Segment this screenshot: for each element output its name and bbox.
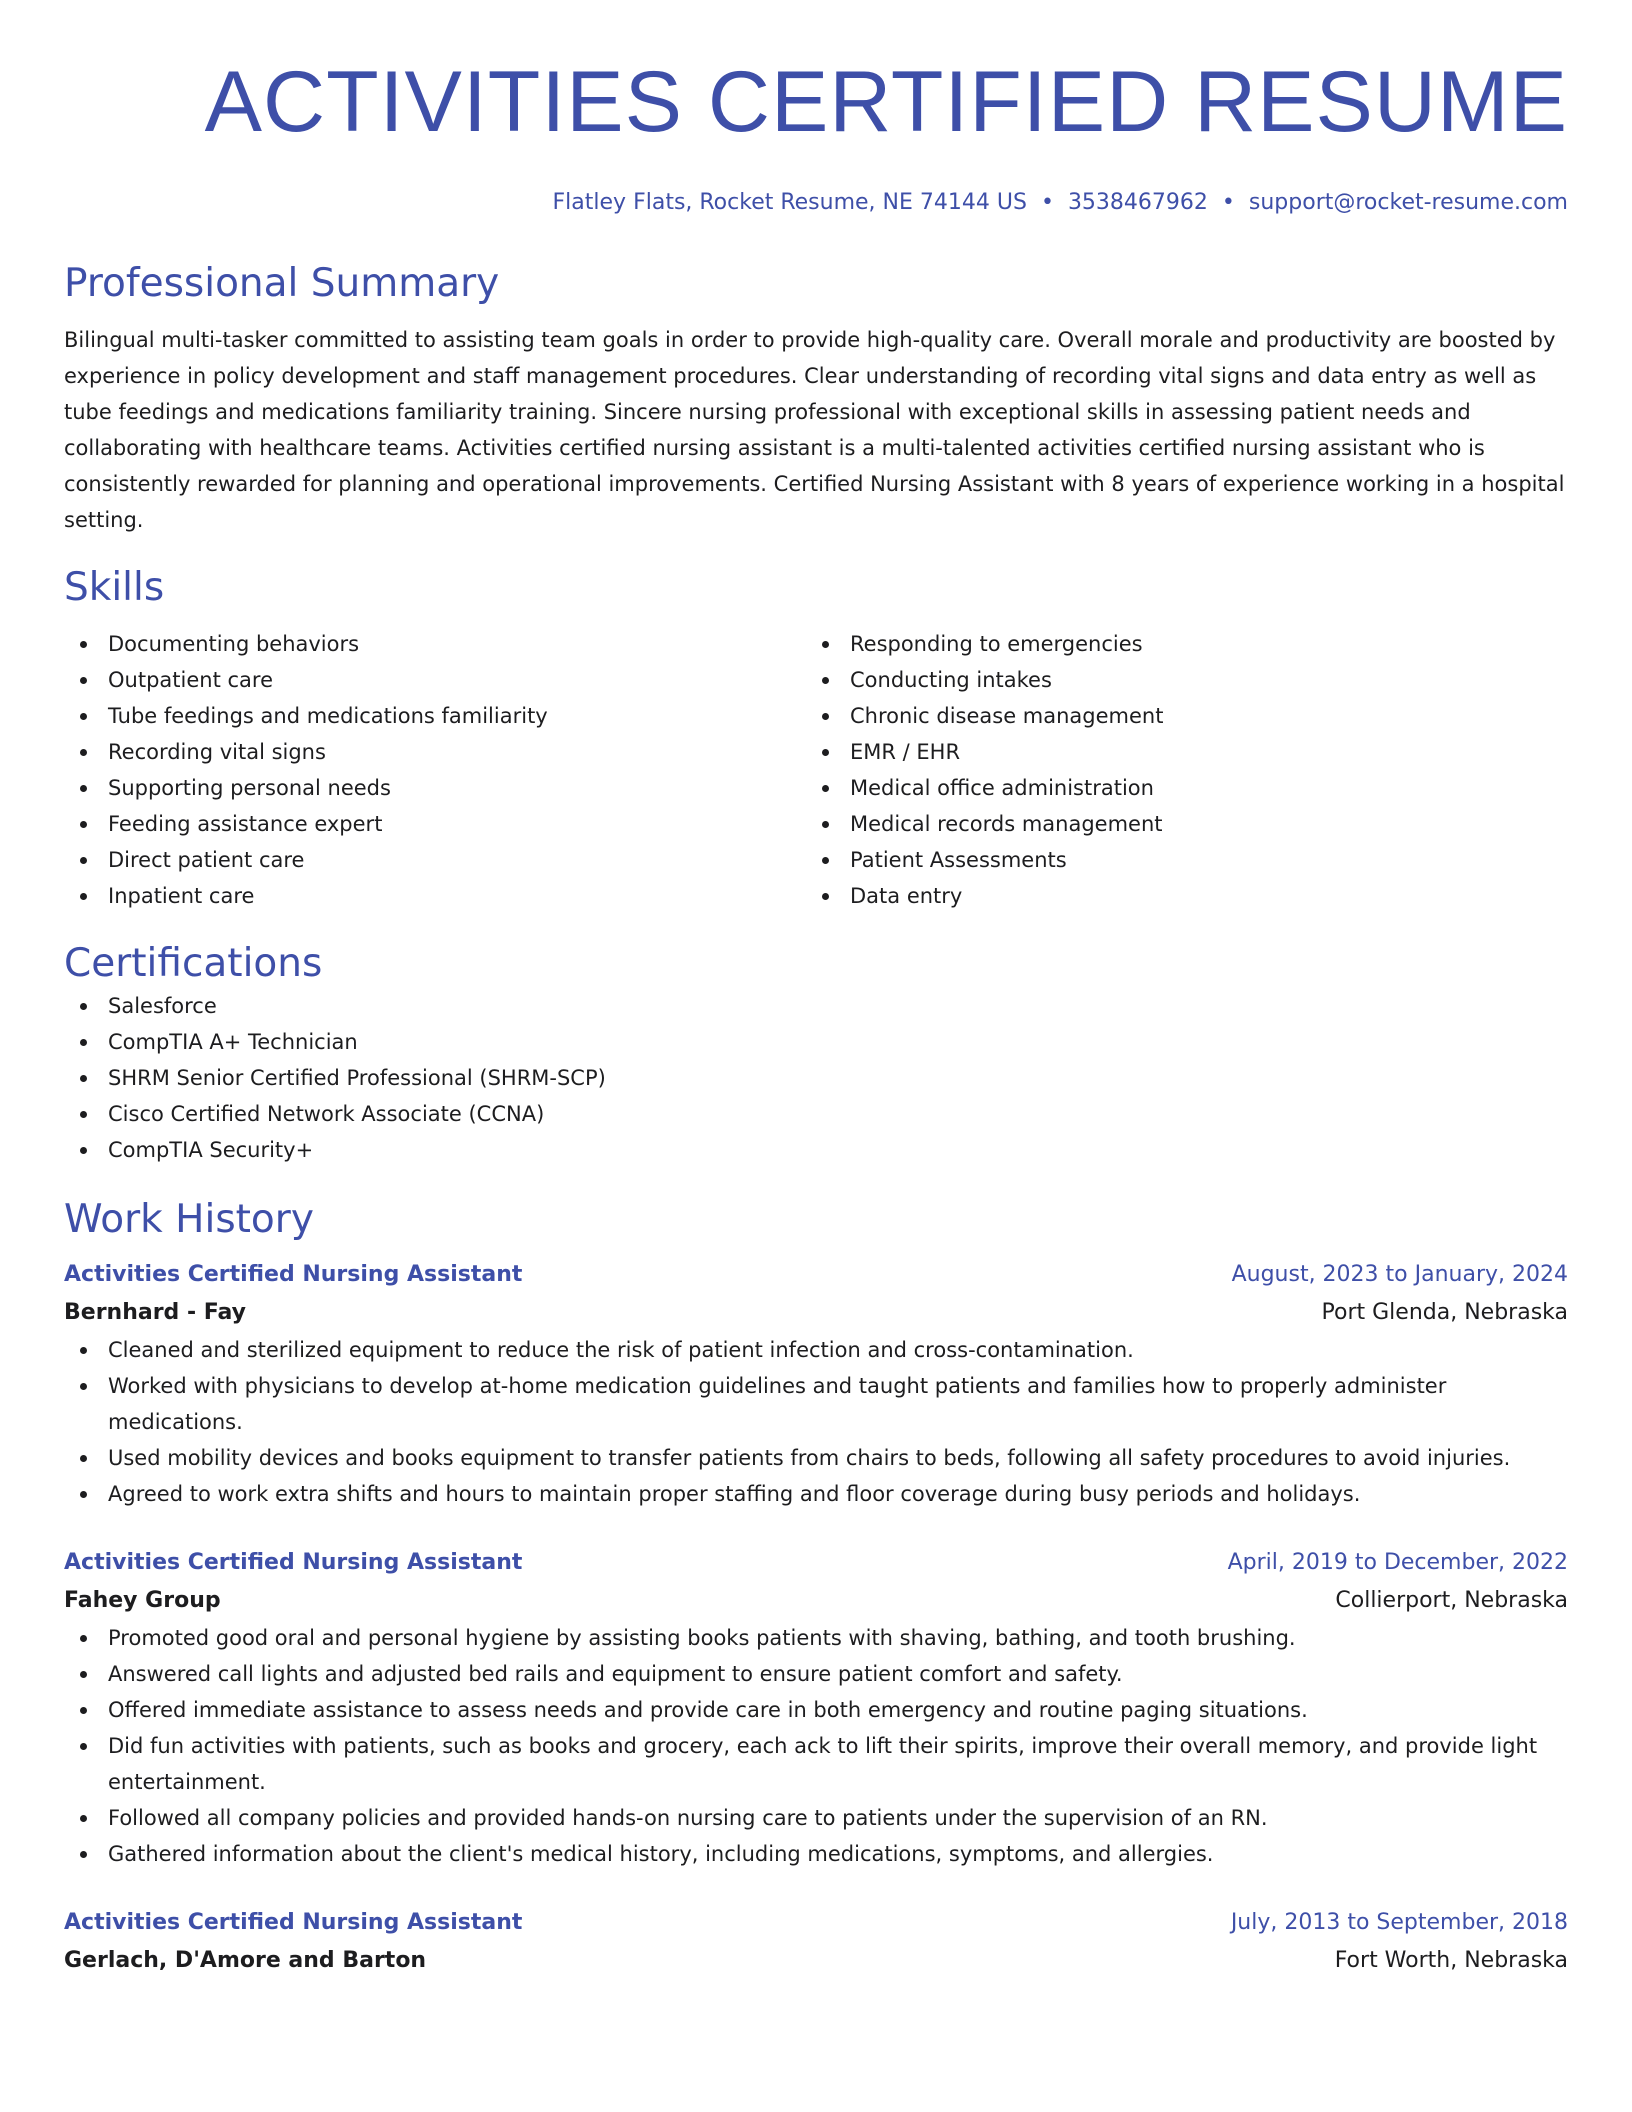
skill-item: Responding to emergencies — [806, 626, 1548, 662]
job-title: Activities Certified Nursing Assistant — [64, 1550, 523, 1575]
work-history-heading: Work History — [64, 1197, 314, 1242]
skill-item: Feeding assistance expert — [64, 806, 806, 842]
certification-item: Cisco Certified Network Associate (CCNA) — [64, 1096, 1568, 1132]
contact-email[interactable]: support@rocket-resume.com — [1248, 190, 1568, 215]
skill-item: Medical office administration — [806, 770, 1548, 806]
job-company: Fahey Group — [64, 1588, 221, 1613]
job-title: Activities Certified Nursing Assistant — [64, 1262, 523, 1287]
job-duty: Answered call lights and adjusted bed rails and equipment to ensure patient comfort and safety. — [64, 1656, 1568, 1692]
job-duties-list — [64, 1332, 1568, 1512]
skill-item: Direct patient care — [64, 842, 806, 878]
contact-separator: • — [1040, 190, 1054, 215]
job-duty: Offered immediate assistance to assess needs and provide care in both emergency and routine paging situations. — [64, 1692, 1568, 1728]
contact-line — [64, 188, 1568, 218]
job-company-row — [64, 1294, 1568, 1332]
contact-phone: 3538467962 — [1067, 190, 1208, 215]
job-duty: Used mobility devices and books equipment to transfer patients from chairs to beds, following all safety procedures to avoid injuries. — [64, 1440, 1568, 1476]
job-company-row — [64, 1942, 1568, 1980]
certification-item: CompTIA A+ Technician — [64, 1024, 1568, 1060]
job-entry — [64, 1256, 1568, 1512]
skill-item: EMR / EHR — [806, 734, 1548, 770]
job-duty: Did fun activities with patients, such as books and grocery, each ack to lift their spirits, improve their overall memory, and provide light entertainment. — [64, 1728, 1568, 1800]
job-title-row — [64, 1256, 1568, 1294]
certification-item: Salesforce — [64, 988, 1568, 1024]
job-duty: Followed all company policies and provided hands-on nursing care to patients under the supervision of an RN. — [64, 1800, 1568, 1836]
job-duty: Promoted good oral and personal hygiene by assisting books patients with shaving, bathing, and tooth brushing. — [64, 1620, 1568, 1656]
skill-item: Outpatient care — [64, 662, 806, 698]
contact-address: Flatley Flats, Rocket Resume, NE 74144 US — [552, 190, 1027, 215]
job-duties-list — [64, 1620, 1568, 1872]
job-entry — [64, 1904, 1568, 1980]
job-dates: August, 2023 to January, 2024 — [1231, 1262, 1568, 1287]
summary-heading: Professional Summary — [64, 261, 500, 306]
skills-heading: Skills — [64, 565, 165, 610]
job-duty: Agreed to work extra shifts and hours to maintain proper staffing and floor coverage during busy periods and holidays. — [64, 1476, 1568, 1512]
resume-header — [64, 0, 1568, 218]
job-duty: Cleaned and sterilized equipment to reduce the risk of patient infection and cross-contamination. — [64, 1332, 1568, 1368]
skills-list-right — [806, 626, 1548, 914]
skill-item: Tube feedings and medications familiarity — [64, 698, 806, 734]
job-entry — [64, 1544, 1568, 1872]
job-title-row — [64, 1904, 1568, 1942]
skill-item: Inpatient care — [64, 878, 806, 914]
job-duty: Gathered information about the client's medical history, including medications, symptoms, and allergies. — [64, 1836, 1568, 1872]
skill-item: Conducting intakes — [806, 662, 1548, 698]
job-title: Activities Certified Nursing Assistant — [64, 1910, 523, 1935]
skill-item: Data entry — [806, 878, 1548, 914]
summary-text: Bilingual multi-tasker committed to assisting team goals in order to provide high-quality care. Overall morale and productivity are boosted by experience in policy development and staff management procedures. Clear understanding of recording vital signs and data entry as well as tube feedings and medications familiarity training. Sincere nursing professional with exceptional skills in assessing patient needs and collaborating with healthcare teams. Activities certified nursing assistant is a multi-talented activities certified nursing assistant who is consistently rewarded for planning and operational improvements. Certified Nursing Assistant with 8 years of experience working in a hospital setting. — [64, 328, 1565, 532]
job-title-row — [64, 1544, 1568, 1582]
job-company-row — [64, 1582, 1568, 1620]
job-dates: July, 2013 to September, 2018 — [1230, 1910, 1568, 1935]
skill-item: Patient Assessments — [806, 842, 1548, 878]
job-duty: Worked with physicians to develop at-home medication guidelines and taught patients and families how to properly administer medications. — [64, 1368, 1568, 1440]
resume-title: ACTIVITIES CERTIFIED RESUME — [204, 54, 1568, 150]
job-company: Bernhard - Fay — [64, 1300, 247, 1325]
job-dates: April, 2019 to December, 2022 — [1227, 1550, 1568, 1575]
certifications-heading: Certifications — [64, 941, 323, 986]
job-company: Gerlach, D'Amore and Barton — [64, 1948, 427, 1973]
skill-item: Supporting personal needs — [64, 770, 806, 806]
certification-item: CompTIA Security+ — [64, 1132, 1568, 1168]
certification-item: SHRM Senior Certified Professional (SHRM-SCP) — [64, 1060, 1568, 1096]
contact-separator: • — [1221, 190, 1235, 215]
certifications-list — [64, 988, 1568, 1168]
skill-item: Recording vital signs — [64, 734, 806, 770]
skill-item: Medical records management — [806, 806, 1548, 842]
job-location: Fort Worth, Nebraska — [1334, 1948, 1568, 1973]
skill-item: Documenting behaviors — [64, 626, 806, 662]
job-location: Collierport, Nebraska — [1335, 1588, 1568, 1613]
job-location: Port Glenda, Nebraska — [1321, 1300, 1568, 1325]
skills-grid — [64, 626, 1568, 914]
skill-item: Chronic disease management — [806, 698, 1548, 734]
skills-list-left — [64, 626, 806, 914]
